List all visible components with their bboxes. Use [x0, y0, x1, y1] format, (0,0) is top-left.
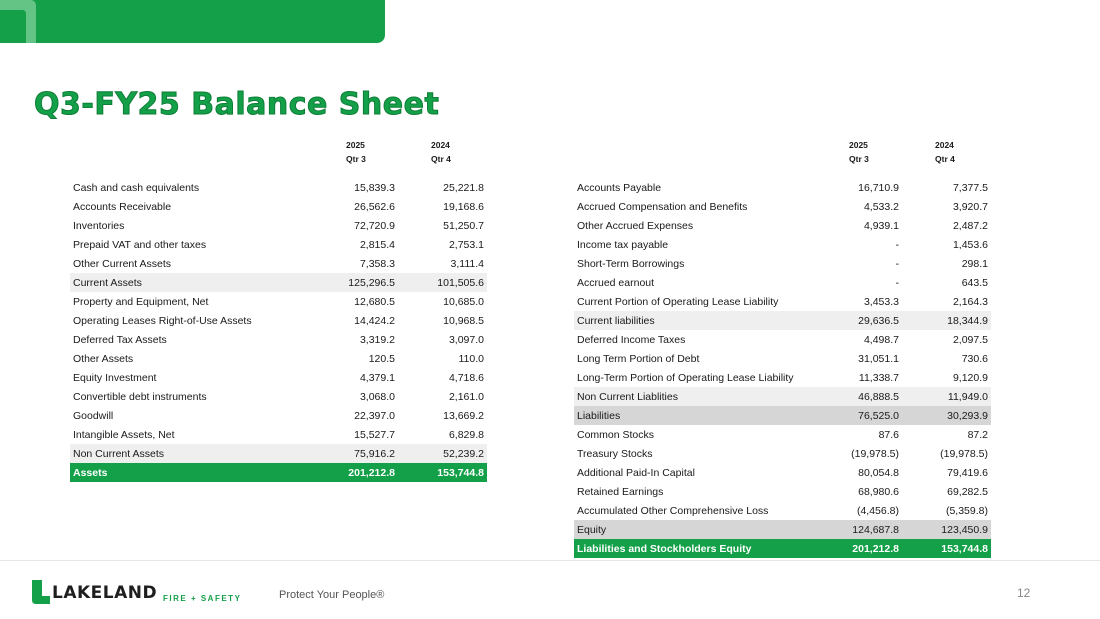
row-value-2025: (4,456.8) [856, 504, 899, 517]
lakeland-logo-icon [32, 580, 50, 604]
row-value-2025: 31,051.1 [858, 352, 899, 365]
row-label: Current Portion of Operating Lease Liability [577, 295, 779, 308]
table-row [70, 311, 487, 330]
row-value-2025: 26,562.6 [354, 200, 395, 213]
row-value-2025: 7,358.3 [359, 257, 395, 270]
row-label: Inventories [73, 219, 125, 232]
row-value-2025: 4,533.2 [863, 200, 899, 213]
row-value-2024: 10,685.0 [443, 295, 484, 308]
table-row [70, 387, 487, 406]
table-row [70, 197, 487, 216]
row-label: Intangible Assets, Net [73, 428, 175, 441]
row-value-2025: 3,453.3 [863, 295, 899, 308]
row-label: Accounts Receivable [73, 200, 172, 213]
row-value-2025: 3,068.0 [359, 390, 395, 403]
row-value-2024: 1,453.6 [952, 238, 988, 251]
row-value-2024: 153,744.8 [398, 463, 487, 482]
row-value-2025: 15,839.3 [354, 181, 395, 194]
row-value-2024: 9,120.9 [952, 371, 988, 384]
row-label: Cash and cash equivalents [73, 181, 200, 194]
row-value-2024: 3,111.4 [450, 257, 484, 270]
table-row [70, 444, 487, 463]
table-row [574, 235, 991, 254]
row-label: Operating Leases Right-of-Use Assets [73, 314, 252, 327]
row-value-2025: 4,498.7 [863, 333, 899, 346]
table-row [574, 311, 991, 330]
logo-subtitle: FIRE + SAFETY [163, 594, 242, 603]
assets-table [70, 178, 487, 482]
table-row [574, 520, 991, 539]
col-year: 2025 [346, 140, 365, 150]
table-row [70, 425, 487, 444]
row-label: Property and Equipment, Net [73, 295, 209, 308]
row-value-2024: 3,920.7 [952, 200, 988, 213]
col-period: Qtr 3 [346, 154, 366, 164]
table-row [574, 349, 991, 368]
row-value-2024: 51,250.7 [443, 219, 484, 232]
row-value-2024: 730.6 [961, 352, 988, 365]
row-label: Accrued earnout [577, 276, 655, 289]
table-row [574, 406, 991, 425]
page-number: 12 [1017, 586, 1031, 600]
row-value-2024: 2,161.0 [448, 390, 484, 403]
row-label: Retained Earnings [577, 485, 664, 498]
row-value-2025: 11,338.7 [858, 371, 899, 384]
header-banner [0, 0, 385, 43]
row-label: Current liabilities [574, 311, 830, 330]
row-label: Prepaid VAT and other taxes [73, 238, 207, 251]
row-label: Accumulated Other Comprehensive Loss [577, 504, 769, 517]
row-label: Deferred Tax Assets [73, 333, 167, 346]
row-value-2024: 25,221.8 [443, 181, 484, 194]
table-row [70, 254, 487, 273]
row-label: Treasury Stocks [577, 447, 653, 460]
table-row [574, 444, 991, 463]
row-value-2024: 6,829.8 [448, 428, 484, 441]
row-value-2024: 643.5 [961, 276, 988, 289]
row-label: Convertible debt instruments [73, 390, 207, 403]
row-value-2024: 69,282.5 [947, 485, 988, 498]
row-label: Non Current Liablities [574, 387, 830, 406]
table-row [70, 406, 487, 425]
row-label: Equity Investment [73, 371, 157, 384]
row-value-2025: 75,916.2 [326, 444, 398, 463]
col-period: Qtr 3 [849, 154, 869, 164]
table-row [574, 254, 991, 273]
row-value-2025: 12,680.5 [354, 295, 395, 308]
row-value-2025: 4,379.1 [359, 371, 395, 384]
row-value-2025: 201,212.8 [830, 539, 902, 558]
row-value-2024: 3,097.0 [448, 333, 484, 346]
row-label: Other Accrued Expenses [577, 219, 694, 232]
table-row [574, 197, 991, 216]
table-row [574, 178, 991, 197]
logo-wordmark: LAKELAND [52, 583, 158, 603]
row-value-2024: 110.0 [458, 352, 484, 365]
row-label: Deferred Income Taxes [577, 333, 686, 346]
table-row [574, 216, 991, 235]
col-period: Qtr 4 [935, 154, 955, 164]
row-label: Accrued Compensation and Benefits [577, 200, 748, 213]
row-value-2025: 15,527.7 [354, 428, 395, 441]
row-value-2025: 3,319.2 [359, 333, 395, 346]
liabilities-col-2024-header [935, 138, 955, 166]
row-label: Liabilities and Stockholders Equity [574, 539, 830, 558]
row-value-2025: 68,980.6 [858, 485, 899, 498]
row-label: Other Current Assets [73, 257, 172, 270]
table-row [70, 235, 487, 254]
row-value-2025: 29,636.5 [830, 311, 902, 330]
table-row [574, 539, 991, 558]
row-value-2024: 52,239.2 [398, 444, 487, 463]
table-row [70, 368, 487, 387]
row-value-2024: 123,450.9 [902, 520, 991, 539]
table-row [70, 330, 487, 349]
table-row [70, 273, 487, 292]
row-value-2024: (5,359.8) [945, 504, 988, 517]
row-value-2024: 18,344.9 [902, 311, 991, 330]
table-row [70, 463, 487, 482]
assets-col-2025-header [346, 138, 366, 166]
table-row [574, 292, 991, 311]
row-value-2025: 120.5 [368, 352, 395, 365]
row-label: Equity [574, 520, 830, 539]
table-row [574, 387, 991, 406]
row-label: Liabilities [574, 406, 830, 425]
table-row [574, 330, 991, 349]
table-row [574, 482, 991, 501]
col-period: Qtr 4 [431, 154, 451, 164]
col-year: 2024 [935, 140, 954, 150]
row-value-2025: 80,054.8 [858, 466, 899, 479]
table-row [574, 425, 991, 444]
row-value-2025: (19,978.5) [851, 447, 899, 460]
row-label: Income tax payable [577, 238, 669, 251]
row-value-2024: 298.1 [961, 257, 988, 270]
row-label: Long-Term Portion of Operating Lease Liability [577, 371, 794, 384]
row-value-2025: - [895, 276, 899, 289]
page-title: Q3-FY25 Balance Sheet [34, 87, 440, 122]
row-value-2025: 46,888.5 [830, 387, 902, 406]
row-value-2024: 11,949.0 [902, 387, 991, 406]
row-value-2024: 2,487.2 [952, 219, 988, 232]
row-value-2025: 201,212.8 [326, 463, 398, 482]
col-year: 2024 [431, 140, 450, 150]
row-label: Common Stocks [577, 428, 655, 441]
row-value-2025: 16,710.9 [858, 181, 899, 194]
footer-tagline: Protect Your People® [279, 589, 385, 601]
row-value-2024: 19,168.6 [443, 200, 484, 213]
table-row [70, 178, 487, 197]
col-year: 2025 [849, 140, 868, 150]
row-label: Short-Term Borrowings [577, 257, 685, 270]
row-value-2024: 101,505.6 [398, 273, 487, 292]
row-label: Non Current Assets [70, 444, 326, 463]
assets-col-2024-header [431, 138, 451, 166]
row-value-2024: 30,293.9 [902, 406, 991, 425]
brand-leaf-icon [0, 0, 36, 43]
row-value-2024: 2,164.3 [952, 295, 988, 308]
liabilities-equity-table [574, 178, 991, 558]
table-row [70, 349, 487, 368]
row-value-2025: 4,939.1 [863, 219, 899, 232]
row-label: Goodwill [73, 409, 114, 422]
row-value-2024: 2,753.1 [448, 238, 484, 251]
row-value-2025: - [895, 257, 899, 270]
row-value-2024: 87.2 [967, 428, 988, 441]
row-value-2024: 7,377.5 [952, 181, 988, 194]
table-row [574, 463, 991, 482]
row-label: Long Term Portion of Debt [577, 352, 700, 365]
table-row [574, 273, 991, 292]
table-row [574, 368, 991, 387]
row-value-2024: 10,968.5 [443, 314, 484, 327]
row-label: Other Assets [73, 352, 134, 365]
row-value-2024: 153,744.8 [902, 539, 991, 558]
row-label: Current Assets [70, 273, 326, 292]
row-value-2025: 125,296.5 [326, 273, 398, 292]
row-label: Accounts Payable [577, 181, 662, 194]
row-value-2024: 79,419.6 [947, 466, 988, 479]
row-value-2024: 2,097.5 [952, 333, 988, 346]
row-value-2025: 2,815.4 [359, 238, 395, 251]
row-value-2024: 4,718.6 [448, 371, 484, 384]
row-value-2025: - [895, 238, 899, 251]
row-label: Additional Paid-In Capital [577, 466, 695, 479]
row-value-2025: 22,397.0 [354, 409, 395, 422]
table-row [70, 216, 487, 235]
row-value-2024: 13,669.2 [443, 409, 484, 422]
row-value-2025: 14,424.2 [354, 314, 395, 327]
table-row [70, 292, 487, 311]
footer-divider [0, 560, 1100, 561]
table-row [574, 501, 991, 520]
row-value-2025: 76,525.0 [830, 406, 902, 425]
row-value-2024: (19,978.5) [940, 447, 988, 460]
row-value-2025: 124,687.8 [830, 520, 902, 539]
row-value-2025: 87.6 [878, 428, 899, 441]
row-label: Assets [70, 463, 326, 482]
liabilities-col-2025-header [849, 138, 869, 166]
row-value-2025: 72,720.9 [354, 219, 395, 232]
